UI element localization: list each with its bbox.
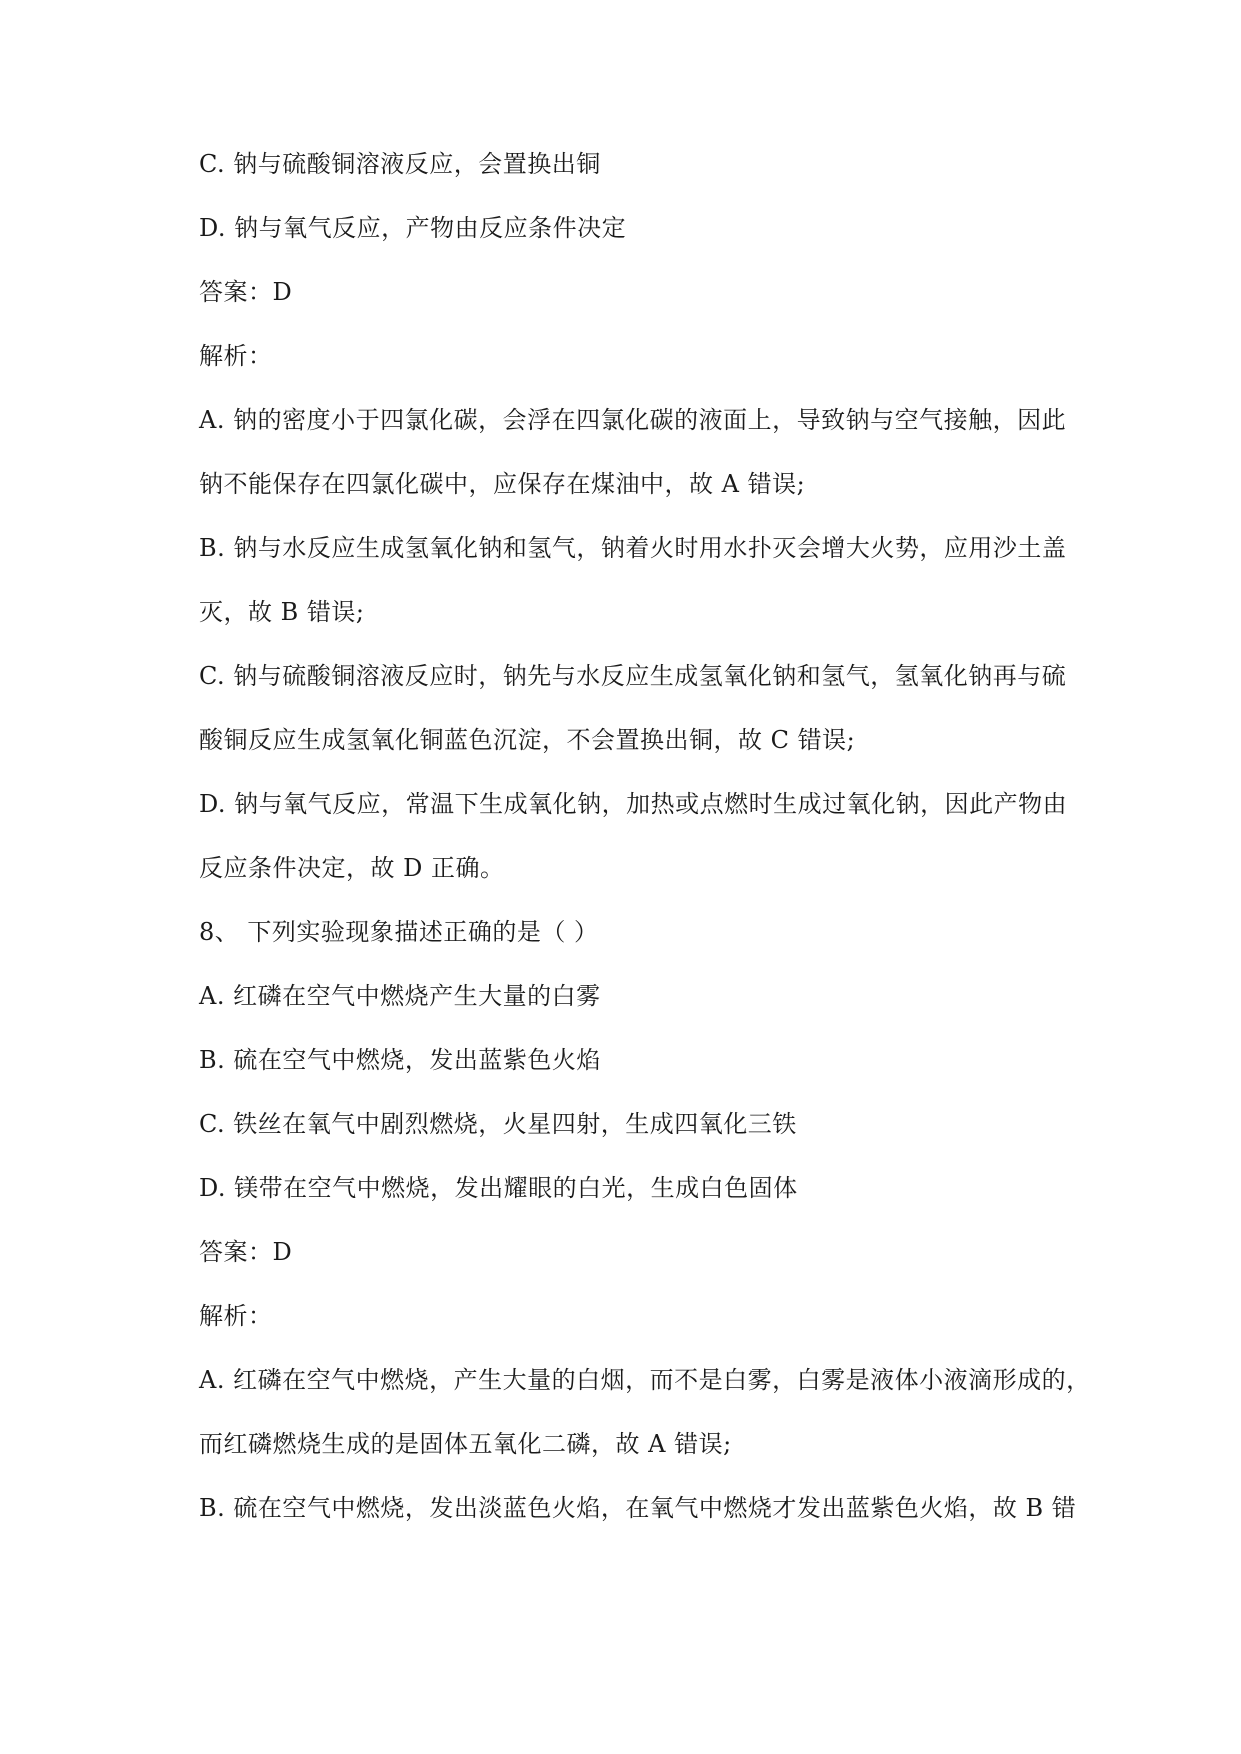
question-8-stem: 8、 下列实验现象描述正确的是（ ） [199,918,599,946]
question-8-analysis-heading: 解析： [199,1302,273,1330]
question-8-analysis-b-line-1: B. 硫在空气中燃烧，发出淡蓝色火焰，在氧气中燃烧才发出蓝紫色火焰，故 B 错 [199,1494,1077,1522]
question-8-option-d: D. 镁带在空气中燃烧，发出耀眼的白光，生成白色固体 [199,1174,798,1202]
analysis-b-line-1: B. 钠与水反应生成氢氧化钠和氢气，钠着火时用水扑灭会增大火势，应用沙土盖 [199,534,1067,562]
answer-line: 答案：D [199,278,293,306]
analysis-c-line-1: C. 钠与硫酸铜溶液反应时，钠先与水反应生成氢氧化钠和氢气，氢氧化钠再与硫 [199,662,1067,690]
question-8-option-c: C. 铁丝在氧气中剧烈燃烧，火星四射，生成四氧化三铁 [199,1110,797,1138]
analysis-d-line-1: D. 钠与氧气反应，常温下生成氧化钠，加热或点燃时生成过氧化钠，因此产物由 [199,790,1068,818]
analysis-b-line-2: 灭，故 B 错误; [199,598,365,626]
analysis-d-line-2: 反应条件决定，故 D 正确。 [199,854,505,882]
question-8-analysis-a-line-1: A. 红磷在空气中燃烧，产生大量的白烟，而不是白雾，白雾是液体小液滴形成的， [199,1366,1091,1394]
option-c-line: C. 钠与硫酸铜溶液反应，会置换出铜 [199,150,601,178]
question-8-option-a: A. 红磷在空气中燃烧产生大量的白雾 [199,982,601,1010]
analysis-a-line-1: A. 钠的密度小于四氯化碳，会浮在四氯化碳的液面上，导致钠与空气接触，因此 [199,406,1067,434]
analysis-heading: 解析： [199,342,273,370]
question-8-analysis-a-line-2: 而红磷燃烧生成的是固体五氧化二磷，故 A 错误; [199,1430,732,1458]
question-8-option-b: B. 硫在空气中燃烧，发出蓝紫色火焰 [199,1046,601,1074]
question-8-answer: 答案：D [199,1238,293,1266]
analysis-c-line-2: 酸铜反应生成氢氧化铜蓝色沉淀，不会置换出铜，故 C 错误; [199,726,856,754]
option-d-line: D. 钠与氧气反应，产物由反应条件决定 [199,214,627,242]
analysis-a-line-2: 钠不能保存在四氯化碳中，应保存在煤油中，故 A 错误; [199,470,806,498]
